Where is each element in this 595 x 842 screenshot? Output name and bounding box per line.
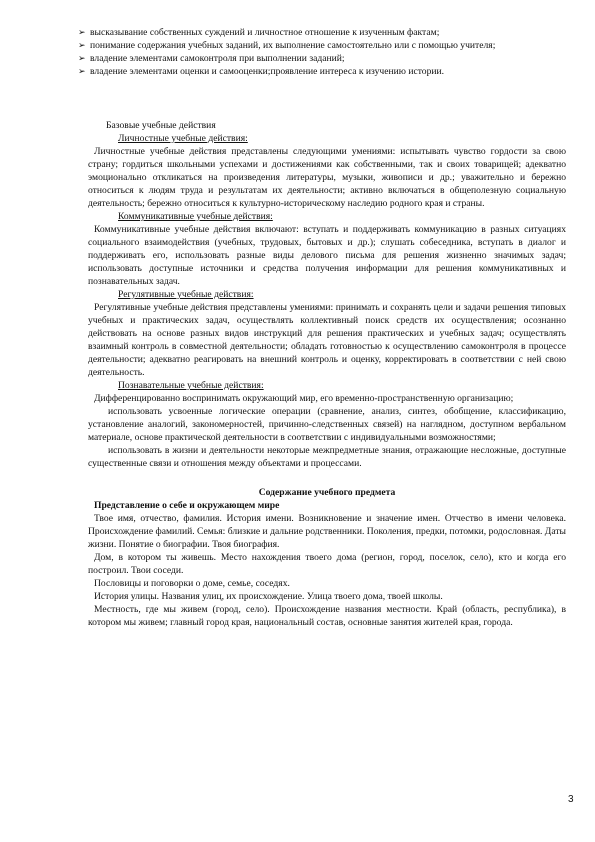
arrow-bullet-icon: ➢ xyxy=(78,53,86,63)
bullet-list xyxy=(78,26,556,78)
paragraph-cognitive-2: использовать усвоенные логические операции (сравнение, анализ, синтез, обобщение, классификацию, установление аналогий, закономерностей, причинно-следственных связей) на наглядном, доступном вербальном материале, основе практической деятельности в соответствии с индивидуальными возможностями; xyxy=(88,406,566,443)
content-paragraph: История улицы. Названия улиц, их происхождение. Улица твоего дома, твоей школы. xyxy=(94,591,443,602)
content-subtitle: Представление о себе и окружающем мире xyxy=(94,500,280,511)
page-number: 3 xyxy=(568,794,574,805)
document-body xyxy=(88,112,566,629)
list-item: ➢ понимание содержания учебных заданий, их выполнение самостоятельно или с помощью учителя; xyxy=(78,40,496,51)
arrow-bullet-icon: ➢ xyxy=(78,40,86,50)
arrow-bullet-icon: ➢ xyxy=(78,66,86,76)
paragraph-cognitive-1: Дифференцированно воспринимать окружающий мир, его временно-пространственную организацию; xyxy=(94,393,514,404)
section-heading-cognitive: Познавательные учебные действия: xyxy=(118,380,264,391)
content-paragraph: Местность, где мы живем (город, село). Происхождение названия местности. Край (область, республика), в котором мы живем; главный город края, национальный состав, основные занятия жителей края, города. xyxy=(88,604,566,628)
content-paragraph: Пословицы и поговорки о доме, семье, соседях. xyxy=(94,578,290,589)
content-paragraph: Дом, в котором ты живешь. Место нахождения твоего дома (регион, город, поселок, село), кто и когда его построил. Твои соседи. xyxy=(88,552,566,576)
list-item: ➢ владение элементами оценки и самооценки;проявление интереса к изучению истории. xyxy=(78,66,445,77)
list-item: ➢ высказывание собственных суждений и личностное отношение к изученным фактам; xyxy=(78,27,440,38)
paragraph-regulatory: Регулятивные учебные действия представлены умениями: принимать и сохранять цели и задачи решения типовых учебных и практических задач, осуществлять коллективный поиск средств их осуществления; осознанно действовать на основе разных видов инструкций для решения практических и учебных задач; осуществлять взаимный контроль в совместной деятельности; обладать готовностью к осуществлению самоконтроля в процессе деятельности; адекватно реагировать на внешний контроль и оценку, корректировать в соответствии с ней свою деятельность. xyxy=(88,302,566,378)
paragraph-personal: Личностные учебные действия представлены следующими умениями: испытывать чувство гордости за свою страну; гордиться школьными успехами и достижениями как собственными, так и своих товарищей; адекватно эмоционально откликаться на произведения литературы, музыки, живописи и др.; уважительно и бережно относиться к людям труда и результатам их деятельности; активно включаться в общеполезную социальную деятельность; бережно относиться к культурно-историческому наследию родного края и страны. xyxy=(88,146,566,209)
section-heading-regulatory: Регулятивные учебные действия: xyxy=(118,289,254,300)
section-heading-basic: Базовые учебные действия xyxy=(106,120,216,131)
section-heading-communicative: Коммуникативные учебные действия: xyxy=(118,211,273,222)
paragraph-communicative: Коммуникативные учебные действия включают: вступать и поддерживать коммуникацию в разных ситуациях социального взаимодействия (учебных, трудовых, бытовых и др.); слушать собеседника, вступать в диалог и поддерживать его, использовать разные виды делового письма для решения жизненно значимых задач; использовать доступные источники и средства получения информации для решения коммуникативных и познавательных задач. xyxy=(88,224,566,287)
arrow-bullet-icon: ➢ xyxy=(78,27,86,37)
paragraph-cognitive-3: использовать в жизни и деятельности некоторые межпредметные знания, отражающие несложные, доступные существенные связи и отношения между объектами и процессами. xyxy=(88,445,566,469)
spacer xyxy=(88,470,566,486)
content-title: Содержание учебного предмета xyxy=(258,487,396,498)
content-paragraph: Твое имя, отчество, фамилия. История имени. Возникновение и значение имен. Отчество в имени человека. Происхождение фамилий. Семья: близкие и дальние родственники. Поколения, предки, потомки, родословная. Даты жизни. Понятие о биографии. Твоя биография. xyxy=(88,513,566,550)
list-item: ➢ владение элементами самоконтроля при выполнении заданий; xyxy=(78,53,345,64)
section-heading-personal: Личностные учебные действия: xyxy=(118,133,248,144)
